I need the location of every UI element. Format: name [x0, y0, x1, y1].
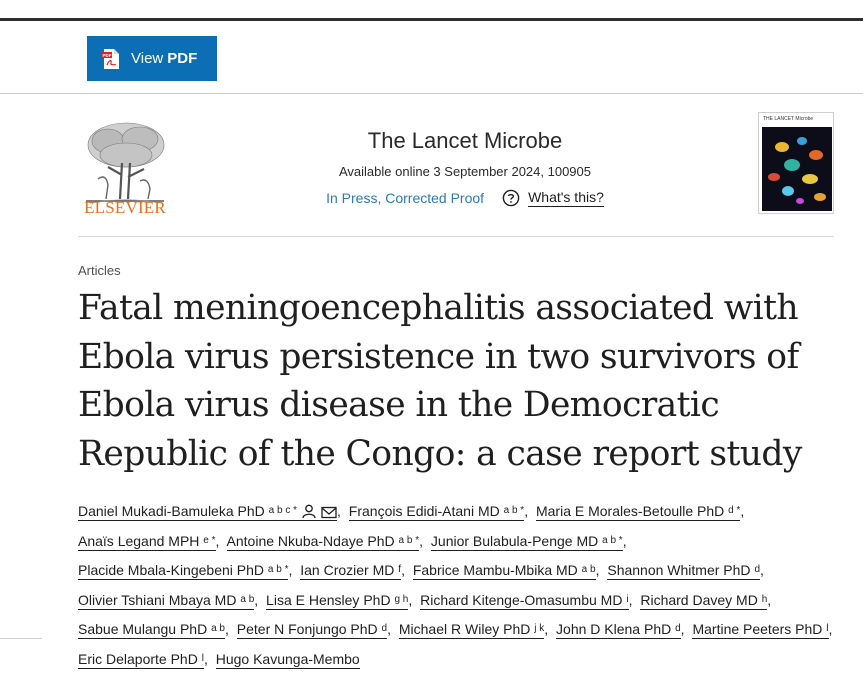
author-affiliation: d — [381, 623, 388, 635]
author-link[interactable] — [640, 592, 767, 610]
author-affiliation: l — [201, 652, 204, 664]
whats-this-button[interactable] — [502, 189, 604, 207]
author-affiliation: f — [398, 564, 402, 576]
envelope-icon — [321, 506, 337, 519]
author-link[interactable] — [78, 621, 225, 639]
author-affiliation: a b — [581, 564, 596, 576]
author-affiliation: i — [626, 593, 629, 605]
author-link[interactable] — [78, 503, 337, 521]
author-affiliation: j k — [534, 623, 545, 635]
author-link[interactable] — [349, 503, 524, 521]
author-link[interactable] — [78, 651, 204, 669]
author-separator: , — [628, 591, 633, 608]
author-name: Michael R Wiley PhD — [398, 621, 531, 638]
author-link[interactable] — [266, 592, 408, 610]
article-section: Articles — [78, 263, 121, 278]
author-name: Richard Kitenge-Omasumbu MD — [420, 591, 623, 608]
author-separator: , — [680, 621, 685, 638]
author-link[interactable] — [607, 562, 760, 580]
journal-cover-thumbnail[interactable] — [758, 112, 834, 214]
author-affiliation: a b * — [398, 534, 420, 546]
author-name: Shannon Whitmer PhD — [607, 562, 751, 579]
author-separator: , — [288, 562, 293, 579]
author-name: Eric Delaporte PhD — [78, 650, 198, 667]
author-affiliation: a b — [240, 593, 255, 605]
author-affiliation: a b * — [503, 505, 525, 516]
author-name: Ian Crozier MD — [300, 562, 395, 579]
journal-header — [255, 128, 675, 207]
author-link[interactable] — [237, 621, 387, 639]
author-affiliation: d — [754, 564, 760, 576]
author-name: Anaïs Legand MPH — [78, 532, 200, 549]
author-affiliation: a b * — [267, 564, 289, 576]
author-name: Olivier Tshiani Mbaya MD — [78, 591, 237, 608]
author-name: Daniel Mukadi-Bamuleka PhD — [78, 503, 265, 519]
author-name: Martine Peeters PhD — [692, 621, 823, 638]
author-affiliation: d * — [728, 505, 741, 516]
side-panel-edge — [0, 638, 42, 639]
author-separator: , — [740, 503, 745, 519]
author-affiliation: d — [675, 623, 681, 635]
journal-title[interactable]: The Lancet Microbe — [367, 128, 563, 153]
author-separator: , — [401, 562, 405, 579]
author-link[interactable] — [78, 562, 288, 580]
author-affiliation: e * — [203, 534, 216, 546]
author-name: John D Klena PhD — [556, 621, 672, 638]
cover-title: THE LANCET Microbe — [763, 116, 814, 122]
pdf-file-icon — [101, 48, 121, 70]
view-pdf-label: View PDF — [131, 50, 198, 67]
author-separator: , — [524, 503, 529, 519]
view-pdf-button[interactable] — [87, 36, 217, 81]
author-separator: , — [767, 591, 772, 608]
author-name: Lisa E Hensley PhD — [266, 591, 391, 608]
author-name: Antoine Nkuba-Ndaye PhD — [226, 532, 395, 549]
in-press-status: In Press, Corrected Proof — [326, 190, 485, 206]
toolbar — [0, 21, 863, 94]
author-link[interactable] — [536, 503, 740, 521]
author-name: Maria E Morales-Betoulle PhD — [535, 503, 725, 519]
author-link[interactable] — [692, 621, 828, 639]
cover-image — [762, 127, 832, 211]
author-link[interactable] — [431, 533, 623, 551]
author-name: François Edidi-Atani MD — [348, 503, 500, 519]
author-separator: , — [828, 621, 833, 638]
author-separator: , — [337, 503, 341, 519]
author-separator: , — [544, 621, 549, 638]
article-status-row — [255, 189, 675, 207]
author-link[interactable] — [216, 651, 360, 669]
author-list — [78, 498, 838, 675]
author-link[interactable] — [78, 533, 216, 551]
author-separator: , — [254, 591, 259, 608]
author-name: Peter N Fonjungo PhD — [236, 621, 378, 638]
author-name: Richard Davey MD — [640, 591, 758, 608]
author-separator: , — [622, 532, 627, 549]
elsevier-wordmark[interactable]: ELSEVIER — [84, 198, 166, 217]
author-affiliation: a b c * — [268, 505, 298, 516]
author-affiliation: a b — [211, 623, 225, 635]
author-link[interactable] — [556, 621, 681, 639]
article-title: Fatal meningoencephalitis associated with Ebola virus persistence in two survivors of Ebola virus disease in the Democratic Republic of the Congo: a case report study — [78, 288, 802, 474]
author-affiliation: g h — [394, 593, 409, 605]
availability-date: Available online 3 September 2024, 100905 — [338, 164, 591, 179]
author-affiliation: l — [826, 623, 829, 635]
author-name: Fabrice Mambu-Mbika MD — [412, 562, 578, 579]
author-link[interactable] — [420, 592, 628, 610]
author-link[interactable] — [78, 592, 254, 610]
author-link[interactable] — [399, 621, 544, 639]
author-name: Junior Bulabula-Penge MD — [430, 532, 599, 549]
author-affiliation: a b * — [602, 534, 623, 546]
header-divider — [78, 236, 834, 237]
author-separator: , — [419, 532, 424, 549]
question-circle-icon — [502, 189, 520, 207]
author-link[interactable] — [300, 562, 401, 580]
author-name: Placide Mbala-Kingebeni PhD — [78, 562, 264, 579]
author-separator: , — [203, 650, 208, 667]
author-link[interactable] — [227, 533, 420, 551]
author-link[interactable] — [413, 562, 596, 580]
author-separator: , — [408, 591, 413, 608]
author-name: Hugo Kavunga-Membo — [215, 650, 360, 667]
svg-text:PDF: PDF — [102, 52, 112, 58]
author-separator: , — [760, 562, 764, 579]
person-icon — [301, 504, 317, 519]
author-separator: , — [225, 621, 229, 638]
author-affiliation: h — [761, 593, 768, 605]
author-separator: , — [595, 562, 600, 579]
author-separator: , — [387, 621, 391, 638]
author-name: Sabue Mulangu PhD — [78, 621, 208, 638]
whats-this-label: What's this? — [528, 189, 604, 205]
author-separator: , — [215, 532, 220, 549]
